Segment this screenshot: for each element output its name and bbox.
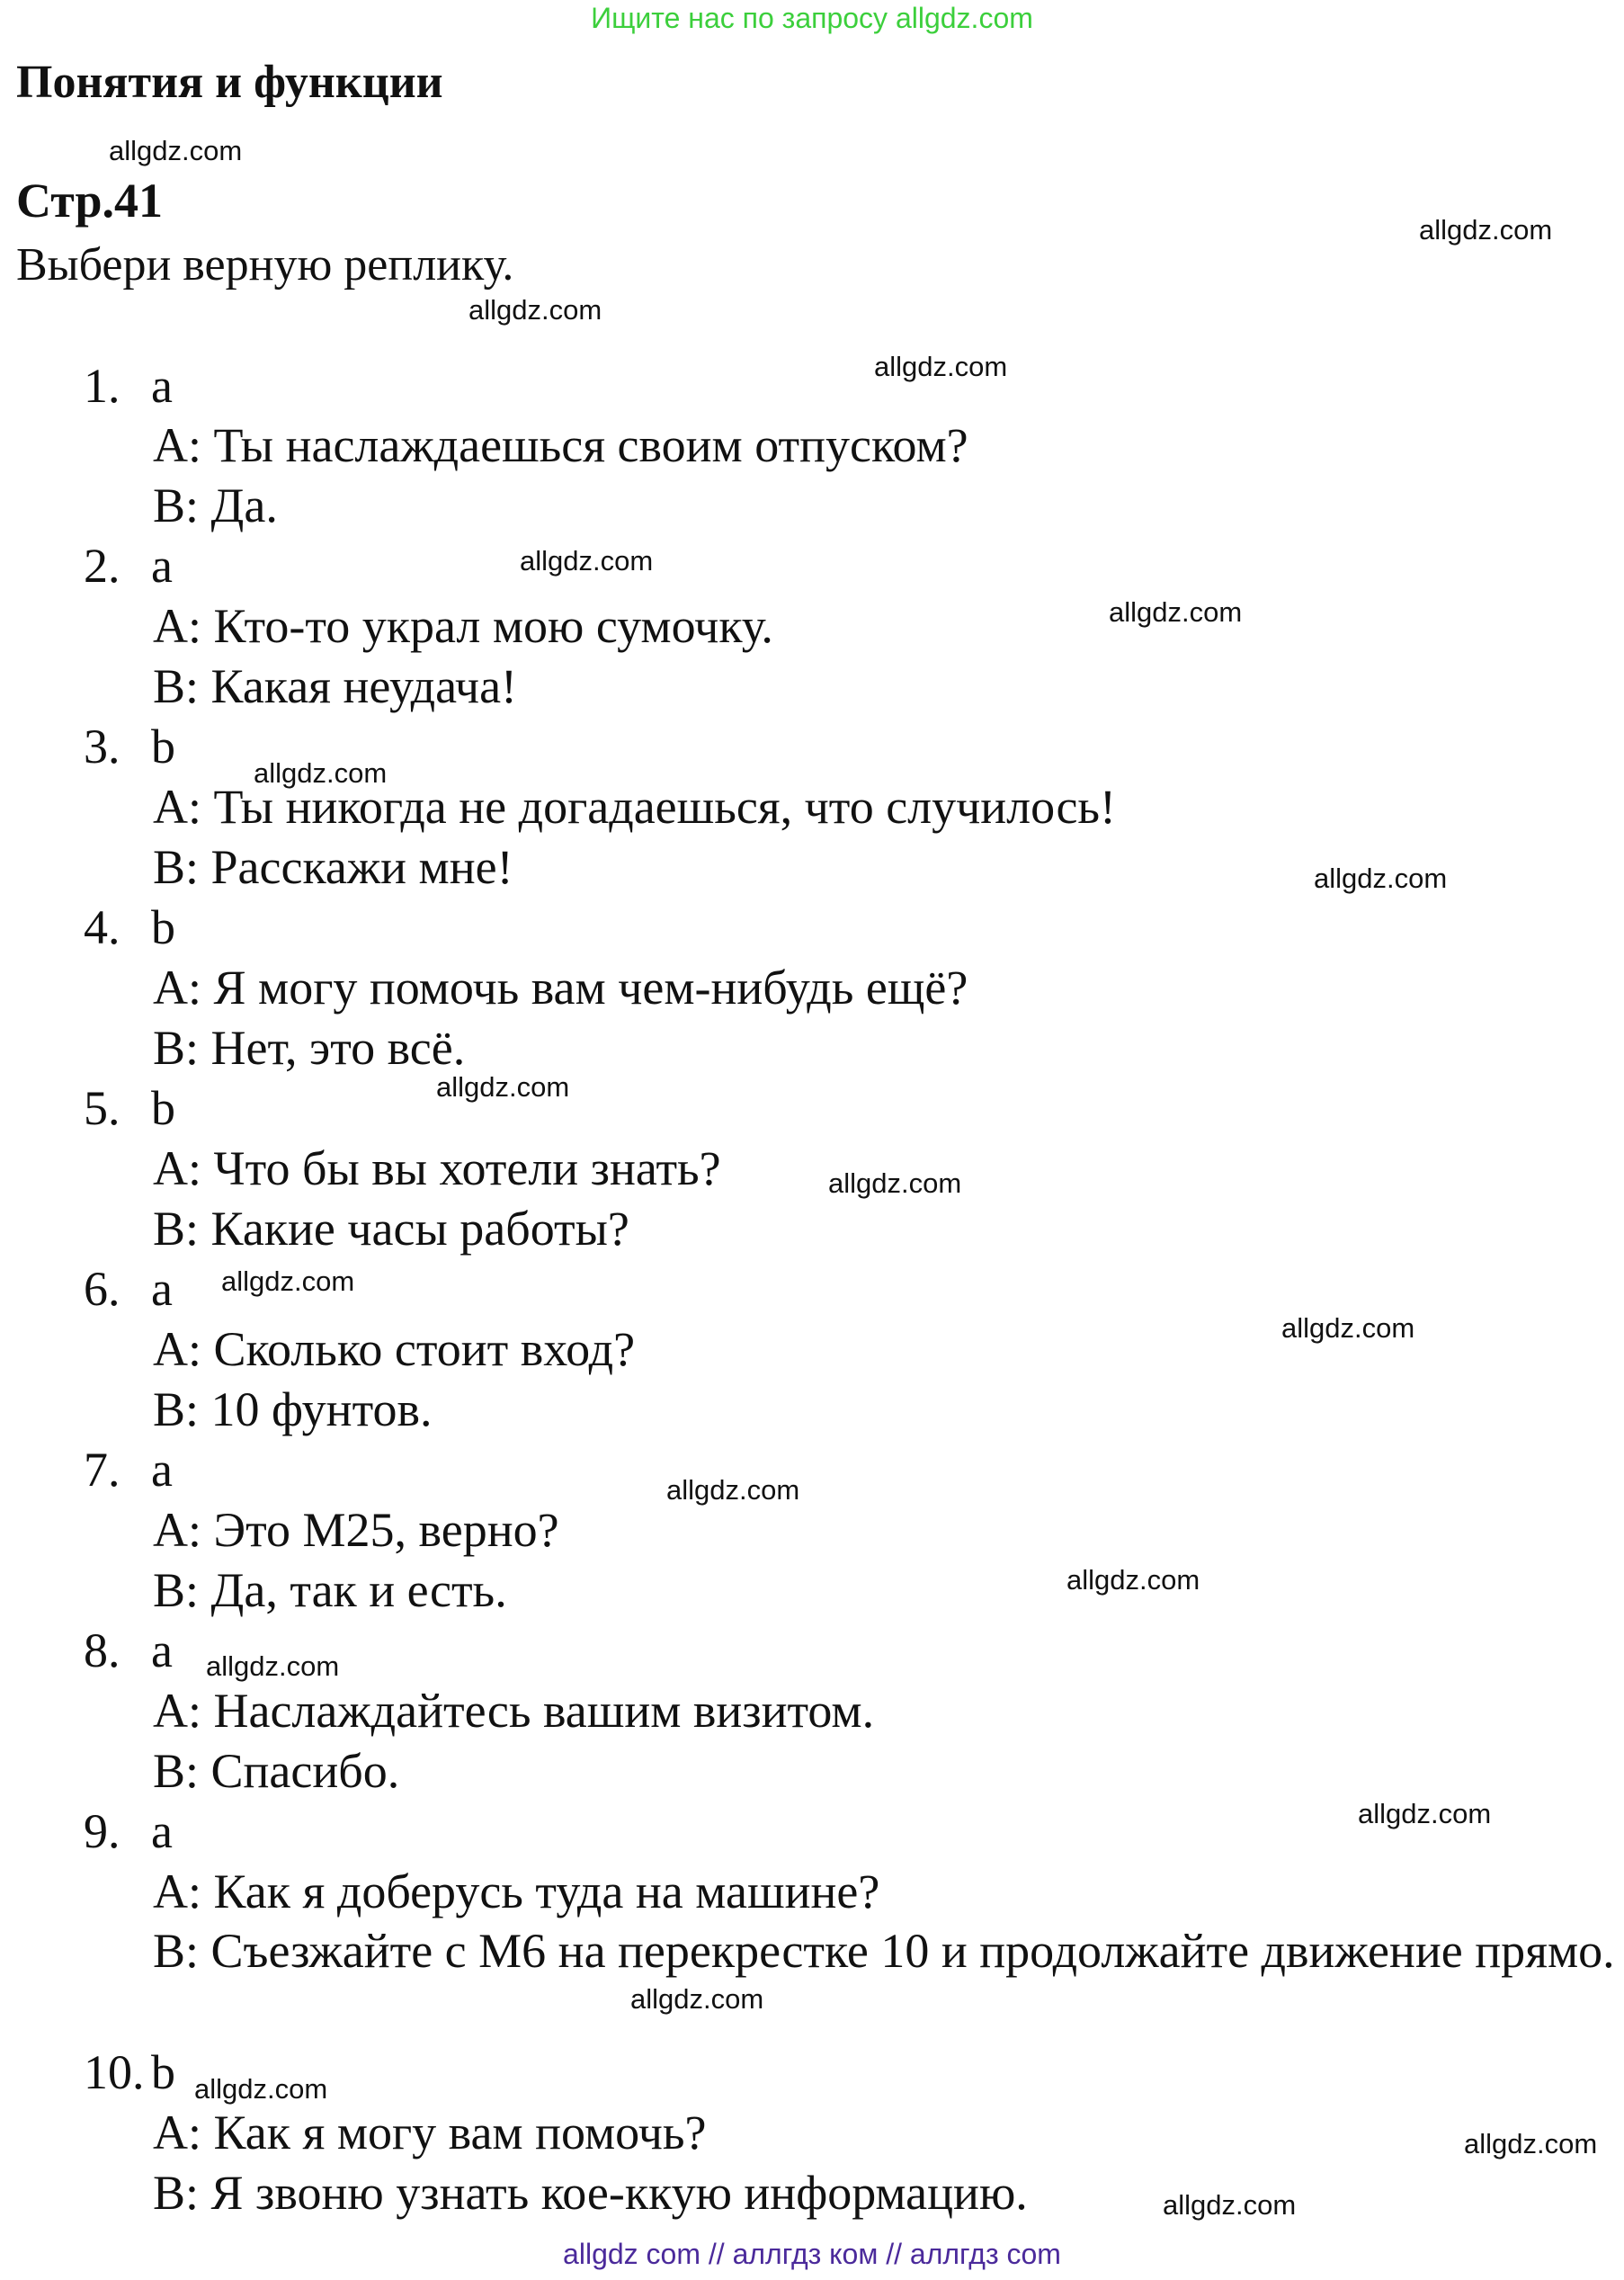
dialogue-line-b: B: 10 фунтов.	[153, 1382, 433, 1436]
dialogue-line-b: B: Какая неудача!	[153, 659, 518, 713]
dialogue-line-a: A: Наслаждайтесь вашим визитом.	[153, 1684, 875, 1738]
dialogue-line-a: A: Это M25, верно?	[153, 1503, 559, 1557]
dialogue-line-b: B: Расскажи мне!	[153, 840, 513, 894]
watermark: allgdz.com	[828, 1167, 962, 1199]
section-title: Понятия и функции	[16, 57, 443, 108]
item-answer: b	[151, 2045, 175, 2099]
item-number: 7.	[84, 1443, 120, 1497]
dialogue-line-b: B: Да.	[153, 478, 278, 532]
dialogue-line-b: B: Съезжайте с M6 на перекрестке 10 и продолжайте движение прямо.	[153, 1924, 1615, 1978]
item-answer: a	[151, 1623, 173, 1677]
watermark: allgdz.com	[874, 351, 1008, 382]
watermark: allgdz.com	[1464, 2128, 1598, 2159]
item-answer: a	[151, 359, 173, 413]
dialogue-line-a: A: Что бы вы хотели знать?	[153, 1141, 721, 1195]
dialogue-line-a: A: Как я могу вам помочь?	[153, 2106, 707, 2159]
watermark: allgdz.com	[206, 1650, 340, 1682]
watermark: allgdz.com	[468, 294, 602, 326]
watermark: allgdz.com	[1281, 1312, 1415, 1344]
dialogue-line-a: A: Ты наслаждаешься своим отпуском?	[153, 418, 968, 472]
watermark: allgdz.com	[1358, 1798, 1492, 1829]
dialogue-line-a: A: Я могу помочь вам чем-нибудь ещё?	[153, 961, 968, 1015]
dialogue-line-a: A: Как я доберусь туда на машине?	[153, 1864, 880, 1918]
item-answer: b	[151, 720, 175, 773]
item-answer: a	[151, 1443, 173, 1497]
dialogue-line-a: A: Кто-то украл мою сумочку.	[153, 599, 773, 653]
item-answer: a	[151, 1804, 173, 1858]
item-answer: a	[151, 539, 173, 593]
item-number: 6.	[84, 1262, 120, 1316]
watermark: allgdz.com	[221, 1265, 355, 1297]
watermark: allgdz.com	[436, 1071, 570, 1103]
item-answer: a	[151, 1262, 173, 1316]
watermark: allgdz.com	[1314, 863, 1448, 894]
dialogue-line-b: B: Я звоню узнать кое-ккую информацию.	[153, 2166, 1028, 2220]
watermark: allgdz.com	[109, 135, 243, 166]
top-banner-link[interactable]: Ищите нас по запросу allgdz.com	[591, 2, 1033, 34]
watermark: allgdz.com	[630, 1983, 764, 2015]
item-number: 3.	[84, 720, 120, 773]
item-number: 1.	[84, 359, 120, 413]
footer-links[interactable]: allgdz com // аллгдз ком // аллгдз com	[563, 2238, 1061, 2270]
dialogue-line-b: B: Спасибо.	[153, 1744, 400, 1798]
dialogue-line-b: B: Какие часы работы?	[153, 1202, 629, 1256]
watermark: allgdz.com	[1066, 1564, 1200, 1596]
watermark: allgdz.com	[1109, 596, 1243, 628]
item-number: 9.	[84, 1804, 120, 1858]
watermark: allgdz.com	[254, 757, 388, 789]
item-answer: b	[151, 1081, 175, 1135]
dialogue-line-a: A: Ты никогда не догадаешься, что случилось!	[153, 780, 1117, 834]
item-number: 2.	[84, 539, 120, 593]
item-number: 8.	[84, 1623, 120, 1677]
watermark: allgdz.com	[520, 545, 654, 577]
page-reference: Стр.41	[16, 174, 164, 228]
watermark: allgdz.com	[1163, 2189, 1297, 2221]
dialogue-line-b: B: Да, так и есть.	[153, 1563, 507, 1617]
item-number: 5.	[84, 1081, 120, 1135]
item-number: 4.	[84, 900, 120, 954]
watermark: allgdz.com	[194, 2073, 328, 2105]
dialogue-line-b: B: Нет, это всё.	[153, 1021, 466, 1075]
instruction: Выбери верную реплику.	[16, 239, 514, 291]
dialogue-line-a: A: Сколько стоит вход?	[153, 1322, 636, 1376]
item-answer: b	[151, 900, 175, 954]
watermark: allgdz.com	[666, 1474, 800, 1506]
item-number: 10.	[84, 2045, 145, 2099]
watermark: allgdz.com	[1419, 214, 1553, 246]
